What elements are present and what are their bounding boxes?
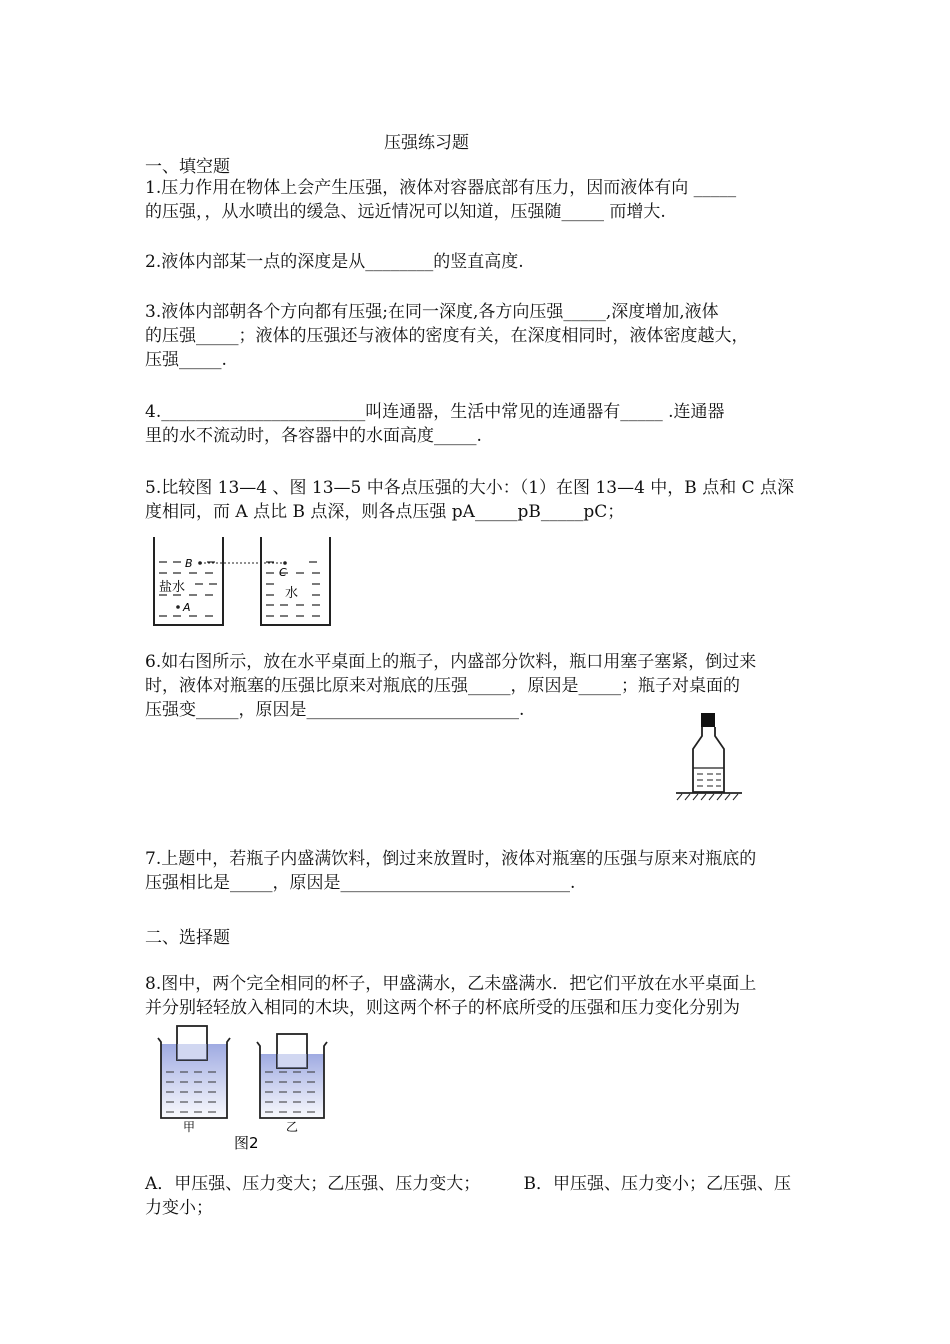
question-7: [145, 847, 809, 895]
question-8-choices: [145, 1172, 809, 1220]
question-1-line-2: 的压强，，从水喷出的缓急、远近情况可以知道，压强随_____ 而增大.: [145, 202, 666, 222]
question-6-line-2: 时，液体对瓶塞的压强比原来对瓶底的压强_____，原因是_____；瓶子对桌面的: [145, 676, 740, 696]
question-3: [145, 300, 809, 372]
section-heading-choice: 二、选择题: [145, 928, 230, 948]
liquid-dashes: [697, 774, 721, 786]
label-water: 水: [285, 586, 299, 601]
bottle-figure: [672, 710, 750, 805]
question-4-line-2: 里的水不流动时，各容器中的水面高度_____.: [145, 426, 482, 446]
question-8-line-1: 8.图中，两个完全相同的杯子，甲盛满水，乙未盛满水．把它们平放在水平桌面上: [145, 974, 757, 994]
label-point-b: B: [185, 557, 193, 570]
question-7-line-1: 7.上题中，若瓶子内盛满饮料，倒过来放置时，液体对瓶塞的压强与原来对瓶底的: [145, 849, 757, 869]
question-8: [145, 972, 809, 1020]
question-1-line-1: 1.压力作用在物体上会产生压强，液体对容器底部有压力，因而液体有向 _____: [145, 178, 737, 198]
cup-jia-block-submerged: [177, 1044, 207, 1060]
question-5-line-1: 5.比较图 13—4 、图 13—5 中各点压强的大小：（1）在图 13—4 中，B 点和 C 点深: [145, 478, 795, 498]
label-point-a: A: [183, 601, 191, 614]
question-6-line-1: 6.如右图所示，放在水平桌面上的瓶子，内盛部分饮料，瓶口用塞子塞紧，倒过来: [145, 652, 757, 672]
question-3-line-2: 的压强_____；液体的压强还与液体的密度有关，在深度相同时，液体密度越大，: [145, 326, 749, 346]
label-saltwater: 盐水: [159, 580, 186, 595]
section-heading-fill-in: 一、填空题: [145, 157, 230, 177]
question-6-line-3: 压强变_____，原因是_________________________.: [145, 700, 525, 720]
label-jia: 甲: [183, 1120, 196, 1134]
question-2: [145, 250, 809, 274]
water-container: [261, 537, 330, 625]
question-3-line-3: 压强_____.: [145, 350, 227, 370]
bottle-outline: [693, 727, 724, 792]
figure-2-caption: 图2: [234, 1134, 259, 1152]
question-2-line-1: 2.液体内部某一点的深度是从________的竖直高度.: [145, 252, 524, 272]
question-7-line-2: 压强相比是_____，原因是___________________________.: [145, 873, 576, 893]
point-a-dot: [176, 605, 180, 609]
label-yi: 乙: [286, 1120, 299, 1134]
question-5: [145, 476, 809, 524]
question-3-line-1: 3.液体内部朝各个方向都有压强;在同一深度,各方向压强_____,深度增加,液体: [145, 302, 719, 322]
choices-line-2: 力变小；: [145, 1198, 213, 1218]
question-4: [145, 400, 809, 448]
table-hatching: [677, 794, 738, 800]
label-point-c: C: [279, 566, 287, 579]
choices-line-1: A．甲压强、压力变大；乙压强、压力变大； B．甲压强、压力变小；乙压强、压: [145, 1174, 791, 1194]
bottle-stopper: [701, 713, 715, 727]
question-4-line-1: 4.________________________叫连通器，生活中常见的连通器有_____ .连通器: [145, 402, 725, 422]
cups-figure: [150, 1024, 335, 1154]
question-5-line-2: 度相同，而 A 点比 B 点深，则各点压强 pA_____pB_____pC；: [145, 502, 625, 522]
point-b-dot: [198, 561, 202, 565]
page-title: 压强练习题: [384, 133, 469, 153]
containers-figure: [145, 533, 340, 631]
question-8-line-2: 并分别轻轻放入相同的木块，则这两个杯子的杯底所受的压强和压力变化分别为: [145, 998, 740, 1018]
question-1: [145, 176, 809, 224]
cup-yi-block-submerged: [277, 1054, 307, 1068]
point-c-dot: [283, 561, 287, 565]
